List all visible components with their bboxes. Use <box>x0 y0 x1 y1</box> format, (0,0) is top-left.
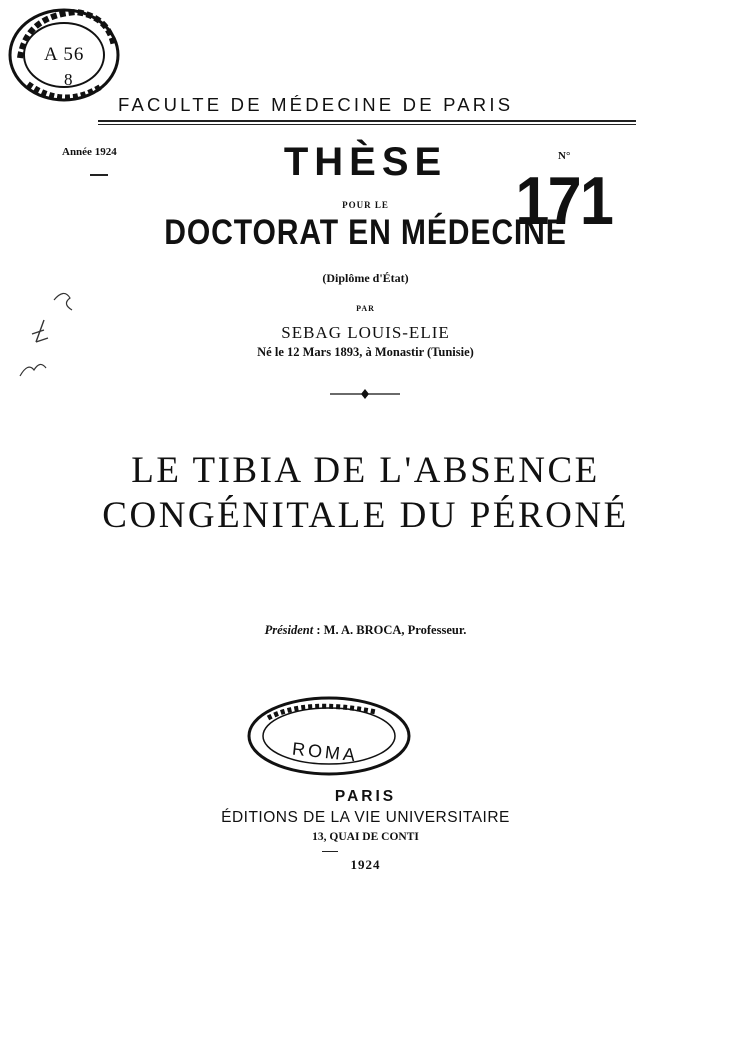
number-label: N° <box>558 150 571 162</box>
imprint-year: 1924 <box>350 857 381 872</box>
faculty-header: FACULTE DE MÉDECINE DE PARIS <box>118 94 514 115</box>
doctorat-heading: DOCTORAT EN MÉDECINE <box>164 213 567 252</box>
number-stamp: 171 <box>515 163 613 239</box>
header-rule-bottom <box>98 124 636 125</box>
president-name: : M. A. BROCA, Professeur. <box>316 623 467 637</box>
library-stamp-code: A 56 <box>44 44 85 65</box>
author-name: SEBAG LOUIS-ELIE <box>281 323 450 342</box>
ornament-divider <box>330 388 400 400</box>
president-line <box>0 623 731 638</box>
handwritten-margin-note <box>14 280 84 400</box>
thesis-title-line1: LE TIBIA DE L'ABSENCE <box>131 450 600 491</box>
thesis-title-line2: CONGÉNITALE DU PÉRONÉ <box>102 495 629 536</box>
oval-library-stamp <box>246 694 412 778</box>
imprint-city: PARIS <box>334 788 397 805</box>
header-rule-top <box>98 120 636 122</box>
these-heading: THÈSE <box>283 140 448 184</box>
president-label: Président <box>264 623 314 637</box>
imprint-publisher: ÉDITIONS DE LA VIE UNIVERSITAIRE <box>221 809 510 826</box>
imprint-address: 13, QUAI DE CONTI <box>312 831 419 843</box>
author-birth: Né le 12 Mars 1893, à Monastir (Tunisie) <box>257 345 474 359</box>
year-rule <box>322 851 338 852</box>
library-stamp-sub: 8 <box>64 70 73 89</box>
par-label: PAR <box>356 304 375 313</box>
year-label: Année 1924 <box>62 146 117 158</box>
pour-le: POUR LE <box>342 200 389 210</box>
diplome-note: (Diplôme d'État) <box>322 271 409 285</box>
oval-stamp-text: ROMA <box>291 738 359 766</box>
